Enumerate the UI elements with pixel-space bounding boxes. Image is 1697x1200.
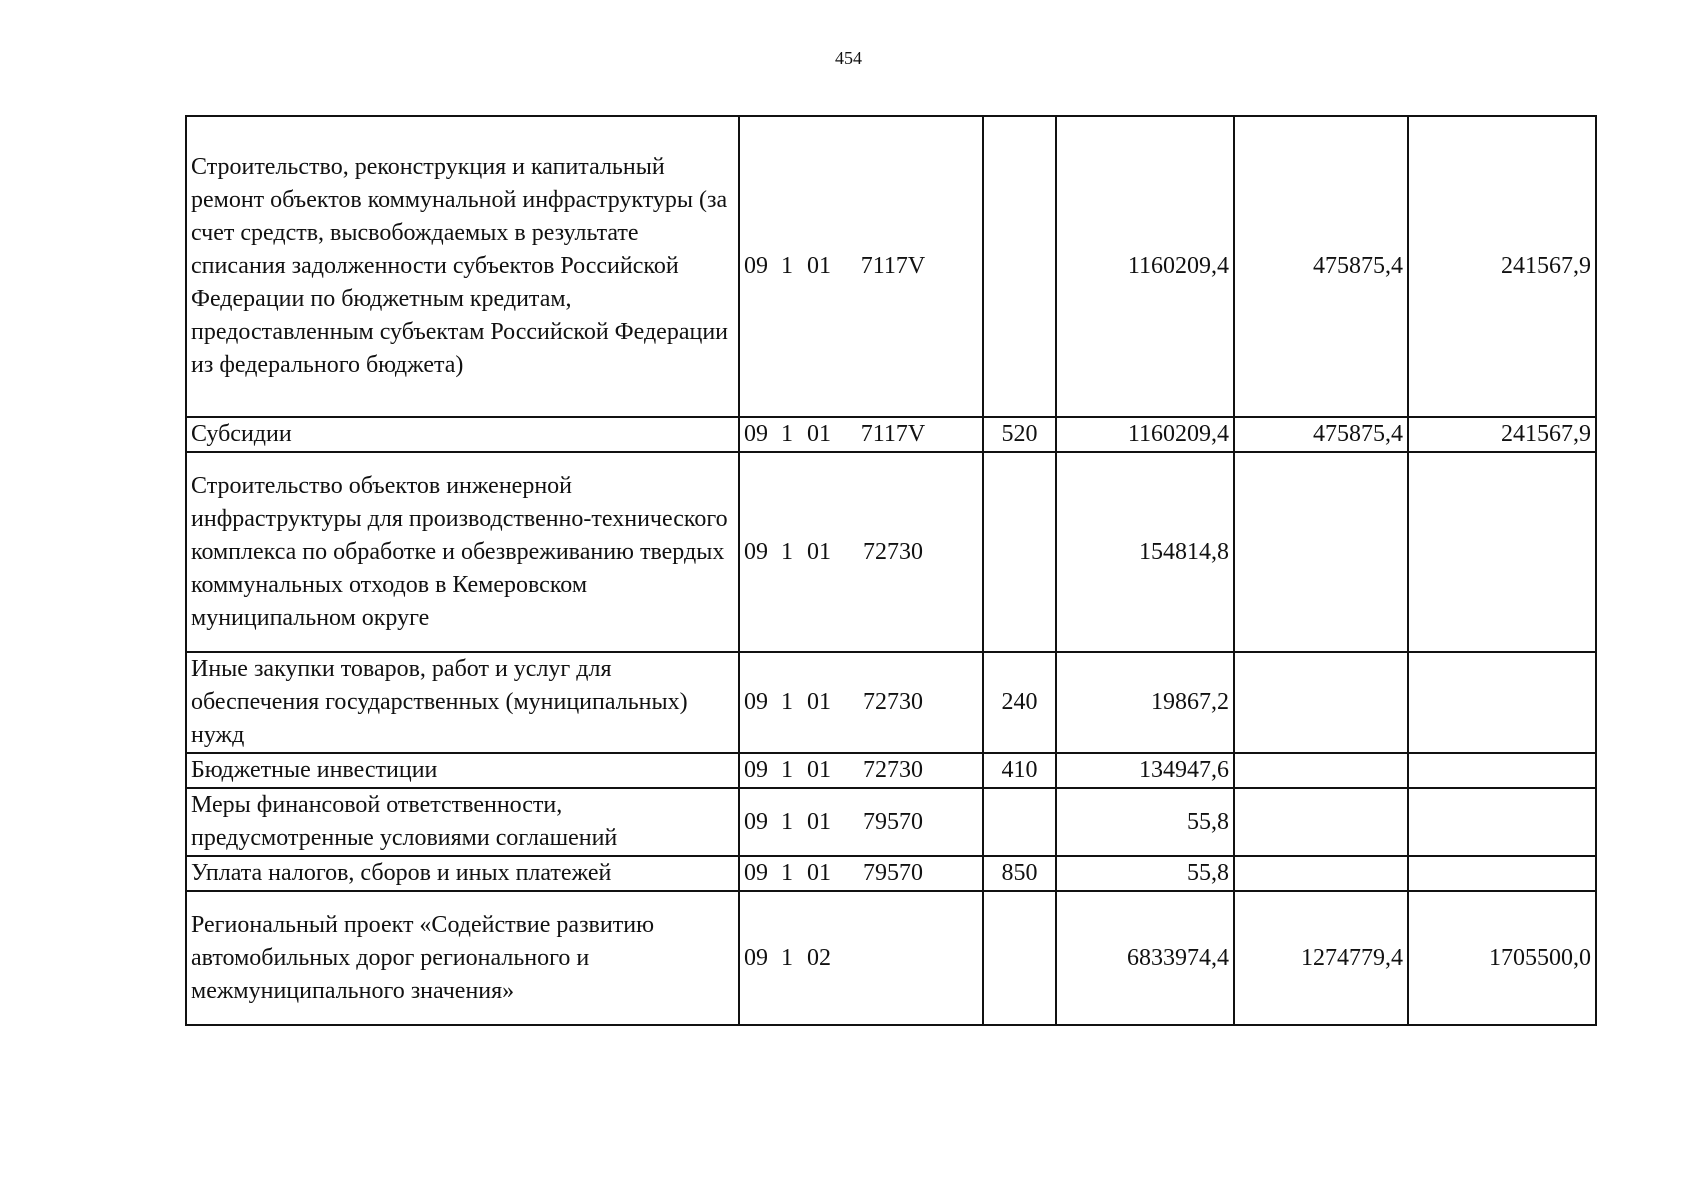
event-code: 01 bbox=[807, 253, 831, 279]
expense-name: Строительство, реконструкция и капитальный ремонт объектов коммунальной инфраструктуры (за счет средств, высвобождаемых в результате списания задолженности субъектов Российской Федерации по бюджетным кредитам, предоставленным субъектам Российской Федерации из федерального бюджета) bbox=[186, 116, 739, 417]
expense-name: Меры финансовой ответственности, предусмотренные условиями соглашений bbox=[186, 788, 739, 856]
subprogram-code: 1 bbox=[781, 253, 793, 279]
program-code: 09 bbox=[744, 944, 768, 971]
table-row bbox=[186, 116, 1596, 417]
table-row bbox=[186, 891, 1596, 1025]
expense-type-code bbox=[983, 452, 1056, 652]
amount-year-3 bbox=[1408, 788, 1596, 856]
table-row bbox=[186, 652, 1596, 753]
amount-year-3 bbox=[1408, 652, 1596, 753]
amount-year-2 bbox=[1234, 452, 1408, 652]
amount-year-2 bbox=[1234, 856, 1408, 891]
amount-year-2: 475875,4 bbox=[1234, 116, 1408, 417]
expense-name: Субсидии bbox=[186, 417, 739, 452]
table-row bbox=[186, 856, 1596, 891]
program-code: 09 bbox=[744, 689, 768, 715]
classification-code bbox=[739, 856, 983, 891]
program-code: 09 bbox=[744, 860, 768, 886]
expense-type-code: 850 bbox=[983, 856, 1056, 891]
amount-year-1: 55,8 bbox=[1056, 856, 1234, 891]
amount-year-2: 1274779,4 bbox=[1234, 891, 1408, 1025]
classification-code bbox=[739, 417, 983, 452]
budget-table bbox=[185, 115, 1597, 1026]
direction-code: 72730 bbox=[863, 757, 923, 783]
event-code: 01 bbox=[807, 689, 831, 715]
classification-code bbox=[739, 116, 983, 417]
expense-name: Уплата налогов, сборов и иных платежей bbox=[186, 856, 739, 891]
amount-year-2 bbox=[1234, 652, 1408, 753]
subprogram-code: 1 bbox=[781, 808, 793, 835]
event-code: 02 bbox=[807, 944, 831, 971]
expense-name: Иные закупки товаров, работ и услуг для обеспечения государственных (муниципальных) нужд bbox=[186, 652, 739, 753]
direction-code: 72730 bbox=[863, 538, 923, 565]
classification-code bbox=[739, 652, 983, 753]
amount-year-1: 55,8 bbox=[1056, 788, 1234, 856]
amount-year-2 bbox=[1234, 788, 1408, 856]
direction-code: 72730 bbox=[863, 689, 923, 715]
expense-type-code bbox=[983, 116, 1056, 417]
table-row bbox=[186, 452, 1596, 652]
event-code: 01 bbox=[807, 538, 831, 565]
page-number: 454 bbox=[835, 48, 862, 68]
amount-year-1: 6833974,4 bbox=[1056, 891, 1234, 1025]
amount-year-3: 241567,9 bbox=[1408, 417, 1596, 452]
program-code: 09 bbox=[744, 253, 768, 279]
amount-year-3 bbox=[1408, 753, 1596, 788]
event-code: 01 bbox=[807, 421, 831, 447]
expense-type-code bbox=[983, 788, 1056, 856]
direction-code: 7117V bbox=[860, 253, 926, 279]
subprogram-code: 1 bbox=[781, 944, 793, 971]
direction-code: 79570 bbox=[863, 860, 923, 886]
amount-year-1: 1160209,4 bbox=[1056, 116, 1234, 417]
classification-code bbox=[739, 753, 983, 788]
amount-year-1: 19867,2 bbox=[1056, 652, 1234, 753]
expense-name: Региональный проект «Содействие развитию автомобильных дорог регионального и межмуниципального значения» bbox=[186, 891, 739, 1025]
expense-type-code bbox=[983, 891, 1056, 1025]
direction-code: 79570 bbox=[863, 808, 923, 835]
amount-year-2 bbox=[1234, 753, 1408, 788]
subprogram-code: 1 bbox=[781, 421, 793, 447]
direction-code: 7117V bbox=[860, 421, 926, 447]
expense-name: Бюджетные инвестиции bbox=[186, 753, 739, 788]
classification-code bbox=[739, 891, 983, 1025]
subprogram-code: 1 bbox=[781, 689, 793, 715]
expense-type-code: 520 bbox=[983, 417, 1056, 452]
event-code: 01 bbox=[807, 860, 831, 886]
amount-year-3: 1705500,0 bbox=[1408, 891, 1596, 1025]
amount-year-1: 134947,6 bbox=[1056, 753, 1234, 788]
amount-year-3 bbox=[1408, 452, 1596, 652]
amount-year-3: 241567,9 bbox=[1408, 116, 1596, 417]
subprogram-code: 1 bbox=[781, 757, 793, 783]
classification-code bbox=[739, 452, 983, 652]
expense-type-code: 240 bbox=[983, 652, 1056, 753]
program-code: 09 bbox=[744, 808, 768, 835]
subprogram-code: 1 bbox=[781, 538, 793, 565]
amount-year-3 bbox=[1408, 856, 1596, 891]
event-code: 01 bbox=[807, 757, 831, 783]
table-row bbox=[186, 788, 1596, 856]
expense-type-code: 410 bbox=[983, 753, 1056, 788]
amount-year-1: 1160209,4 bbox=[1056, 417, 1234, 452]
amount-year-2: 475875,4 bbox=[1234, 417, 1408, 452]
subprogram-code: 1 bbox=[781, 860, 793, 886]
amount-year-1: 154814,8 bbox=[1056, 452, 1234, 652]
table-row bbox=[186, 417, 1596, 452]
program-code: 09 bbox=[744, 757, 768, 783]
expense-name: Строительство объектов инженерной инфраструктуры для производственно-технического комплекса по обработке и обезвреживанию твердых коммунальных отходов в Кемеровском муниципальном округе bbox=[186, 452, 739, 652]
event-code: 01 bbox=[807, 808, 831, 835]
program-code: 09 bbox=[744, 538, 768, 565]
table-row bbox=[186, 753, 1596, 788]
classification-code bbox=[739, 788, 983, 856]
program-code: 09 bbox=[744, 421, 768, 447]
